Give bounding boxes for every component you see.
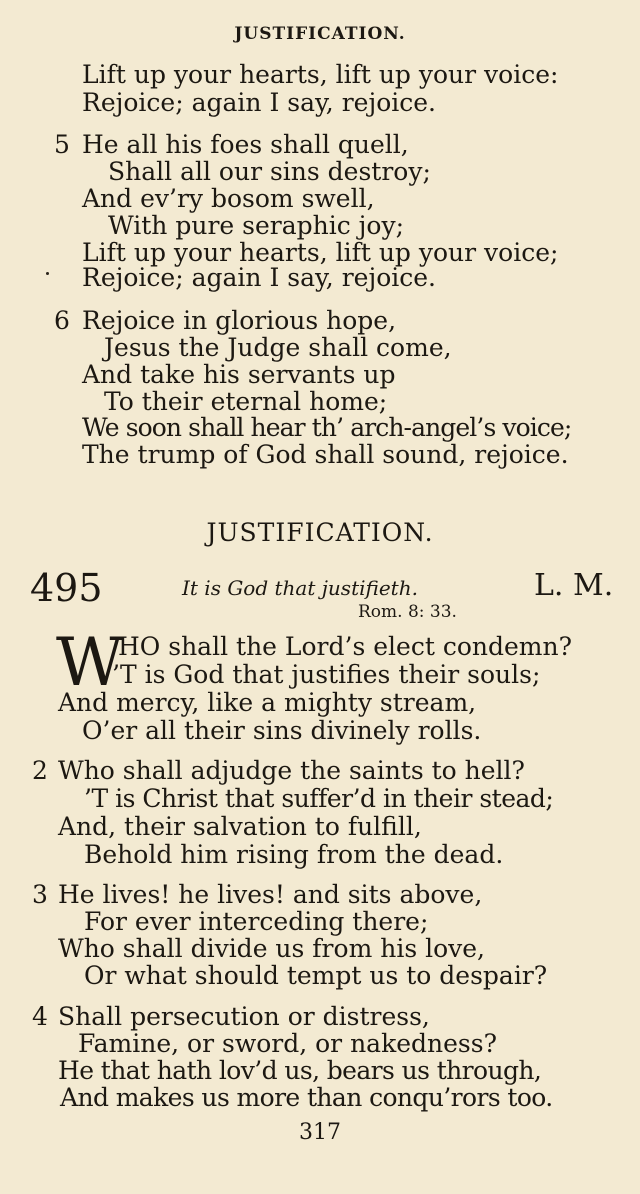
- verse-line: Shall all our sins destroy;: [108, 157, 431, 186]
- hymn-number: 495: [30, 566, 103, 610]
- verse-line: And, their salvation to fulfill,: [58, 812, 422, 841]
- scripture-reference: Rom. 8: 33.: [358, 602, 457, 622]
- verse-line: He that hath lov’d us, bears us through,: [58, 1056, 542, 1085]
- verse-number: 3: [32, 880, 48, 909]
- verse-line: And ev’ry bosom swell,: [82, 184, 375, 213]
- verse-line: Famine, or sword, or nakedness?: [78, 1029, 497, 1058]
- verse-line: For ever interceding there;: [84, 907, 429, 936]
- verse-line: Who shall divide us from his love,: [58, 934, 486, 963]
- hymn-meter: L. M.: [534, 568, 614, 603]
- verse-line: With pure seraphic joy;: [108, 211, 405, 240]
- verse-line: Jesus the Judge shall come,: [104, 333, 452, 362]
- verse-line: And makes us more than conqu’rors too.: [60, 1083, 553, 1112]
- running-head: JUSTIFICATION.: [234, 24, 406, 44]
- verse-number: 6: [54, 306, 70, 335]
- verse-line: We soon shall hear th’ arch-angel’s voice;: [82, 413, 572, 442]
- verse-line: To their eternal home;: [104, 387, 388, 416]
- verse-line: The trump of God shall sound, rejoice.: [82, 440, 569, 469]
- verse-line: ’T is God that justifies their souls;: [112, 660, 541, 689]
- verse-line: And take his servants up: [82, 360, 396, 389]
- verse-number: 4: [32, 1002, 48, 1031]
- verse-line: Shall persecution or distress,: [58, 1002, 430, 1031]
- page-number: 317: [299, 1120, 341, 1145]
- section-title: JUSTIFICATION.: [206, 518, 434, 547]
- verse-number: 5: [54, 130, 70, 159]
- print-speck: [46, 272, 49, 275]
- verse-line: He all his foes shall quell,: [82, 130, 409, 159]
- verse-line: Rejoice in glorious hope,: [82, 306, 397, 335]
- verse-line: ’T is Christ that suffer’d in their stead;: [84, 784, 554, 813]
- verse-number: 2: [32, 756, 48, 785]
- verse-line: He lives! he lives! and sits above,: [58, 880, 483, 909]
- verse-line: HO shall the Lord’s elect condemn?: [118, 632, 572, 661]
- verse-line: Or what should tempt us to despair?: [84, 961, 548, 990]
- verse-line: Who shall adjudge the saints to hell?: [58, 756, 525, 785]
- drop-cap: W: [56, 624, 124, 701]
- verse-line: Lift up your hearts, lift up your voice:: [82, 60, 559, 89]
- verse-line: Behold him rising from the dead.: [84, 840, 504, 869]
- verse-line: And mercy, like a mighty stream,: [58, 688, 477, 717]
- verse-line: O’er all their sins divinely rolls.: [82, 716, 482, 745]
- verse-line: Rejoice; again I say, rejoice.: [82, 263, 436, 292]
- hymn-title: It is God that justifieth.: [182, 576, 418, 600]
- verse-line: Lift up your hearts, lift up your voice;: [82, 238, 559, 267]
- verse-line: Rejoice; again I say, rejoice.: [82, 88, 436, 117]
